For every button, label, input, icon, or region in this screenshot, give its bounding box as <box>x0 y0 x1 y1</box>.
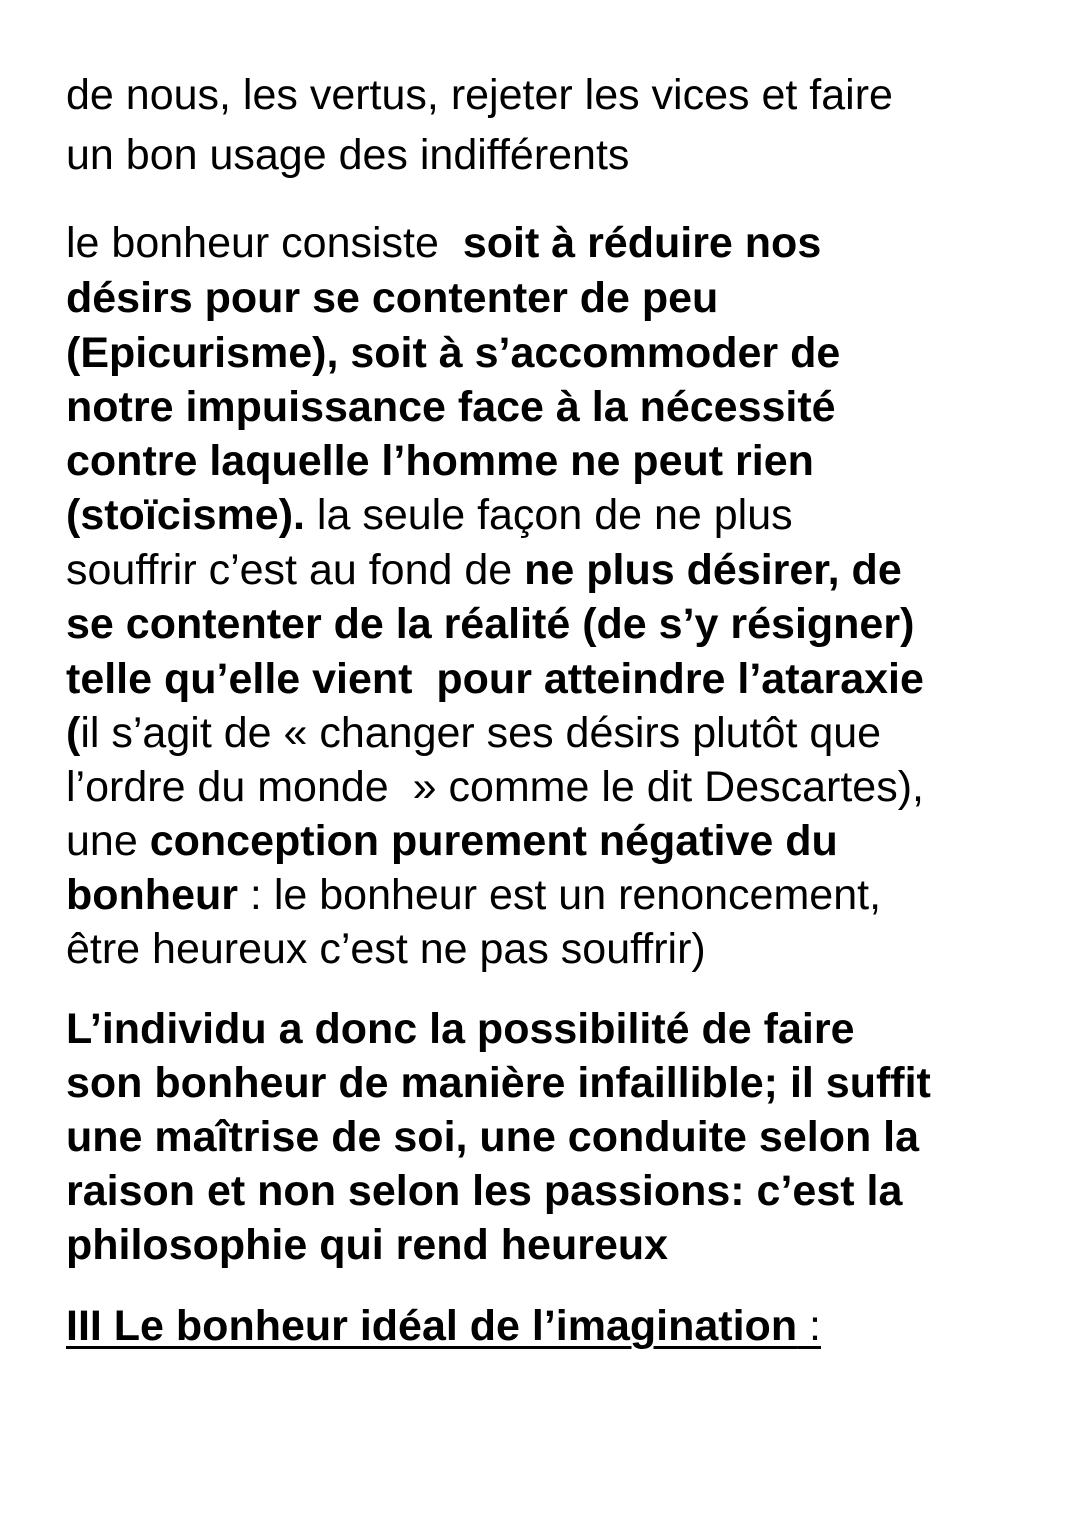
bold-text: L’individu a donc la possibilité de faire <box>66 1005 855 1053</box>
text-line <box>66 1056 931 1110</box>
text: la seule façon de ne plus <box>304 491 793 539</box>
text: : <box>797 1302 821 1350</box>
bold-text: soit à réduire nos <box>462 219 822 267</box>
text: être heureux c’est ne pas souffrir) <box>66 925 706 973</box>
bold-text: telle qu’elle vient pour atteindre l’ataraxie <box>66 655 924 703</box>
text-line <box>66 1110 919 1164</box>
text-line <box>66 543 902 597</box>
text: un bon usage des indifférents <box>66 131 630 179</box>
text: souffrir c’est au fond de <box>66 546 525 594</box>
bold-text: philosophie qui rend heureux <box>66 1221 669 1269</box>
bold-text: raison et non selon les passions: c’est la <box>66 1167 903 1215</box>
text-line <box>66 216 821 270</box>
bold-text: une maîtrise de soi, une conduite selon la <box>66 1113 920 1161</box>
text-line <box>66 1218 668 1272</box>
text-line <box>66 271 718 325</box>
text-line <box>66 434 814 488</box>
text-line <box>66 760 924 814</box>
bold-text: (stoïcisme). <box>66 491 305 539</box>
bold-text: son bonheur de manière infaillible; il suffit <box>66 1059 931 1107</box>
bold-text: contre laquelle l’homme ne peut rien <box>66 437 814 485</box>
text: il s’agit de « changer ses désirs plutôt que <box>80 709 882 757</box>
text-line <box>66 706 881 760</box>
text: le bonheur consiste <box>66 219 463 267</box>
bold-text: désirs pour se contenter de peu <box>66 274 719 322</box>
text-line <box>66 380 836 434</box>
text: l’ordre du monde » comme le dit Descartes), <box>66 763 924 811</box>
text-line <box>66 128 629 182</box>
bold-text: (Epicurisme), soit à s’accommoder de <box>66 329 841 377</box>
bold-text: notre impuissance face à la nécessité <box>66 383 836 431</box>
bold-text: ne plus désirer, de <box>524 546 902 594</box>
text-line <box>66 1164 902 1218</box>
text-line <box>66 1002 855 1056</box>
text-line <box>66 488 793 542</box>
bold-text: se contenter de la réalité (de s’y résigner) <box>66 600 915 648</box>
text: : le bonheur est un renoncement, <box>237 871 882 919</box>
bold-text: bonheur <box>66 871 238 919</box>
text-line <box>66 326 840 380</box>
text-line <box>66 868 881 922</box>
text-line <box>66 922 706 976</box>
text: de nous, les vertus, rejeter les vices et faire <box>66 71 893 119</box>
bold-text: conception purement négative du <box>149 817 838 865</box>
text-line <box>66 68 893 122</box>
text-line <box>66 652 924 706</box>
text: une <box>66 817 150 865</box>
bold-text: III Le bonheur idéal de l’imagination <box>66 1302 798 1350</box>
bold-text: ( <box>66 709 81 757</box>
text-line <box>66 597 914 651</box>
text-line <box>66 1299 821 1353</box>
text-line <box>66 814 838 868</box>
